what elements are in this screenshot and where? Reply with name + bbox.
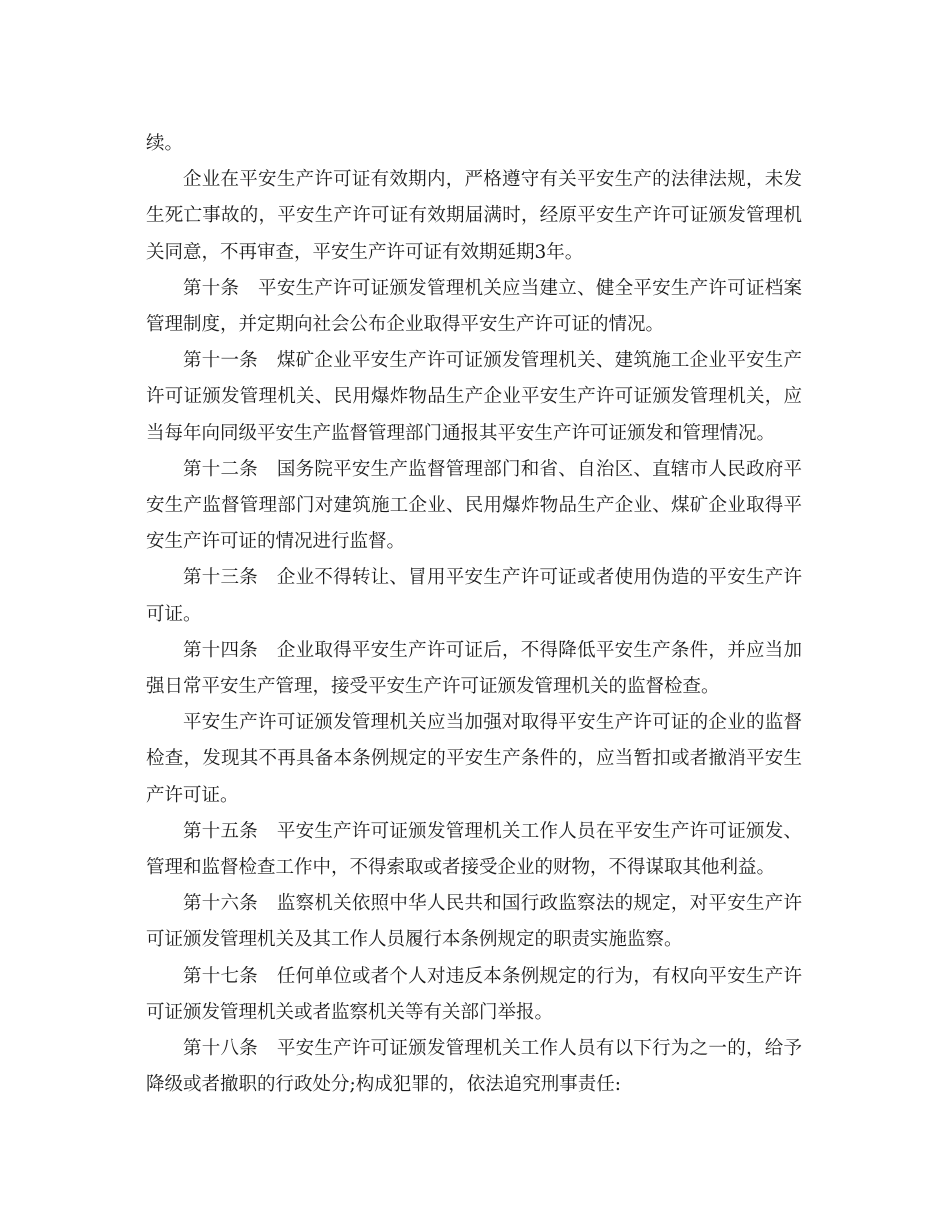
paragraph-article-15: 第十五条 平安生产许可证颁发管理机关工作人员在平安生产许可证颁发、管理和监督检查工作中，不得索取或者接受企业的财物，不得谋取其他利益。 [146,820,802,879]
paragraph-validity-extension: 企业在平安生产许可证有效期内，严格遵守有关平安生产的法律法规，未发生死亡事故的，平安生产许可证有效期届满时，经原平安生产许可证颁发管理机关同意，不再审查，平安生产许可证有效期延期3年。 [146,169,802,263]
paragraph-article-10: 第十条 平安生产许可证颁发管理机关应当建立、健全平安生产许可证档案管理制度，并定期向社会公布企业取得平安生产许可证的情况。 [146,277,802,336]
paragraph-continuation: 续。 [146,133,184,154]
paragraph-article-17: 第十七条 任何单位或者个人对违反本条例规定的行为，有权向平安生产许可证颁发管理机关或者监察机关等有关部门举报。 [146,965,802,1023]
paragraph-article-14: 第十四条 企业取得平安生产许可证后，不得降低平安生产条件，并应当加强日常平安生产管理，接受平安生产许可证颁发管理机关的监督检查。 [146,639,802,698]
paragraph-article-14-clause-2: 平安生产许可证颁发管理机关应当加强对取得平安生产许可证的企业的监督检查，发现其不再具备本条例规定的平安生产条件的，应当暂扣或者撤消平安生产许可证。 [146,712,802,806]
paragraph-article-12: 第十二条 国务院平安生产监督管理部门和省、自治区、直辖市人民政府平安生产监督管理部门对建筑施工企业、民用爆炸物品生产企业、煤矿企业取得平安生产许可证的情况进行监督。 [146,458,802,553]
paragraph-article-16: 第十六条 监察机关依照中华人民共和国行政监察法的规定，对平安生产许可证颁发管理机关及其工作人员履行本条例规定的职责实施监察。 [146,893,802,951]
paragraph-article-18: 第十八条 平安生产许可证颁发管理机关工作人员有以下行为之一的，给予降级或者撤职的行政处分;构成犯罪的，依法追究刑事责任: [146,1038,802,1096]
paragraph-article-13: 第十三条 企业不得转让、冒用平安生产许可证或者使用伪造的平安生产许可证。 [146,567,802,625]
paragraph-article-11: 第十一条 煤矿企业平安生产许可证颁发管理机关、建筑施工企业平安生产许可证颁发管理机关、民用爆炸物品生产企业平安生产许可证颁发管理机关，应当每年向同级平安生产监督管理部门通报其平安生产许可证颁发和管理情况。 [146,350,802,444]
document-body [146,126,802,1103]
